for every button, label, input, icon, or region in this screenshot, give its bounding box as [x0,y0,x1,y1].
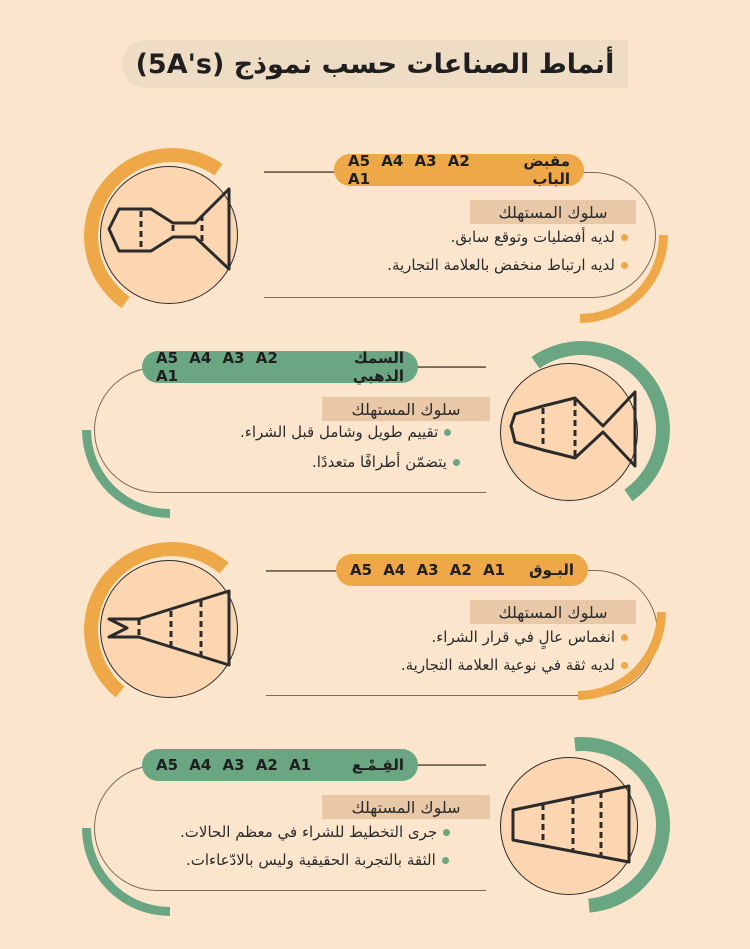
pattern-pill [336,554,588,586]
stage-codes: A5 A4 A3 A2 A1 [156,349,278,385]
pattern-name: مقبض الباب [523,152,570,188]
consumer-behavior-heading: سلوك المستهلك [470,200,636,224]
shape-circle [100,166,238,304]
funnel-shape-icon [501,758,639,896]
orange-accent-arc [580,235,668,323]
section-trumpet [0,538,750,728]
shape-circle [100,560,238,698]
pattern-pill [142,351,418,383]
page-title: أنماط الصناعات حسب نموذج (5A's) [122,40,628,88]
pattern-name: السمك الذهبي [352,349,404,385]
green-accent-arc [82,430,170,518]
goldfish-shape-icon [501,364,639,502]
section-funnel [0,733,750,923]
bullet-item: تقييم طويل وشامل قبل الشراء. [240,423,451,441]
pattern-pill [142,749,418,781]
pattern-name: القِـمْـع [351,756,404,774]
green-accent-arc [82,828,170,916]
door-knob-shape-icon [101,167,239,305]
connector-line [266,571,336,572]
consumer-behavior-heading: سلوك المستهلك [470,600,636,624]
shape-circle [500,757,638,895]
bullet-item: الثقة بالتجربة الحقيقية وليس بالادّعاءات. [186,851,449,869]
pattern-name: البـوق [529,561,574,579]
shape-circle [500,363,638,501]
bullet-item: لديه ارتباط منخفض بالعلامة التجارية. [387,256,628,274]
bullet-item: يتضمّن أطرافًا متعددًا. [312,453,460,471]
section-door-knob [0,140,750,330]
stage-codes: A5 A4 A3 A2 A1 [156,756,312,774]
pattern-pill [334,154,584,186]
bullet-item: جرى التخطيط للشراء في معظم الحالات. [180,823,450,841]
stage-codes: A5 A4 A3 A2 A1 [350,561,506,579]
trumpet-shape-icon [101,561,239,699]
connector-line [418,366,486,367]
consumer-behavior-heading: سلوك المستهلك [322,795,490,819]
connector-line [418,764,486,765]
consumer-behavior-heading: سلوك المستهلك [322,397,490,421]
connector-line [264,171,334,172]
bullet-item: لديه ثقة في نوعية العلامة التجارية. [401,656,628,674]
section-goldfish [0,335,750,525]
bullet-item: لديه أفضليات وتوقع سابق. [451,228,628,246]
stage-codes: A5 A4 A3 A2 A1 [348,152,470,188]
bullet-item: انغماس عالٍ في قرار الشراء. [431,628,628,646]
